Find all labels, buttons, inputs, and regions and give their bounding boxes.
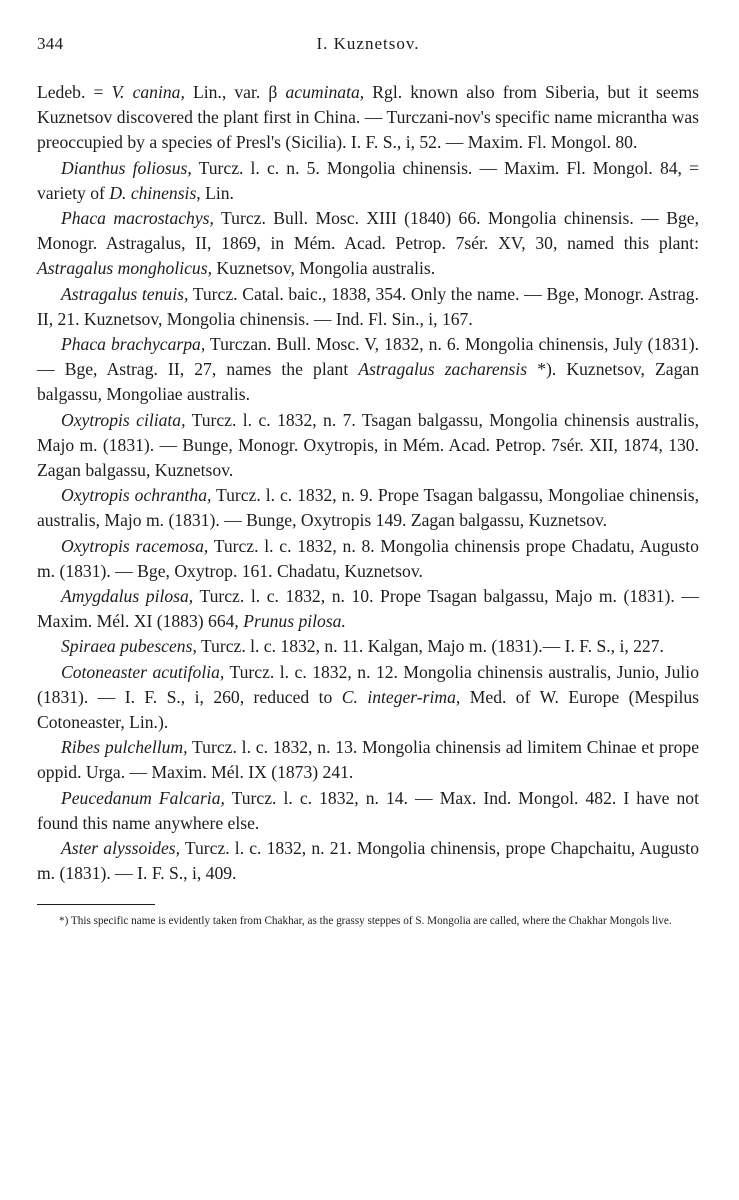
paragraph-text: Turcz. Bull. Mosc. XIII (1840) 66. Mongolia chinensis. — Bge, Monogr. Astragalus, II, 1869, in Mém. Acad. Petrop. 7sér. XV, 30, named this plant:: [37, 208, 699, 254]
paragraph-spiraea-pubescens: [37, 634, 699, 659]
paragraph-dianthus-foliosus: [37, 156, 699, 206]
paragraph-text: Rgl. known also from Siberia, but it seems Kuznetsov discovered the plant first in China. — Turczani-nov's specific name micrantha was preoccupied by a species of Presl's (Sicilia). I. F. S., i, 52. — Maxim. Fl. Mongol. 80.: [37, 82, 699, 153]
paragraph-text: Turcz. l. c. 1832, n. 13. Mongolia chinensis ad limitem Chinae et prope oppid. Urga. — Maxim. Mél. IX (1873) 241.: [37, 737, 699, 783]
species-name: Prunus pilosa.: [243, 611, 346, 632]
paragraph-astragalus-tenuis: [37, 282, 699, 332]
paragraph-text: Med. of W. Europe (Mespilus Cotoneaster, Lin.).: [37, 686, 699, 733]
species-name: D. chinensis,: [109, 182, 201, 203]
species-name: Spiraea pubescens,: [61, 636, 197, 657]
page-number: 344: [37, 34, 64, 53]
paragraph-aster-alyssoides: [37, 836, 699, 886]
paragraph-text: Turcz. l. c. 1832, n. 9. Prope Tsagan balgassu, Mongoliae chinensis, australis, Majo m. (1831). — Bunge, Oxytropis 149. Zagan balgassu, Kuznetsov.: [37, 485, 699, 531]
species-name: Oxytropis racemosa,: [61, 535, 209, 556]
species-name: Peucedanum Falcaria,: [61, 787, 225, 808]
paragraph-text: Ledeb. =: [37, 82, 112, 102]
species-name: Phaca brachycarpa,: [61, 334, 206, 355]
species-name: C. integer-rima,: [341, 686, 461, 707]
paragraph-text: Lin., var. β: [184, 82, 286, 102]
paragraph-text: Turcz. l. c. 1832, n. 8. Mongolia chinensis prope Chadatu, Augusto m. (1831). — Bge, Oxytrop. 161. Chadatu, Kuznetsov.: [37, 535, 699, 581]
species-name: Astragalus tenuis,: [61, 283, 189, 304]
species-name: Oxytropis ochrantha,: [61, 485, 212, 506]
species-name: Ribes pulchellum,: [61, 737, 188, 758]
paragraph-text: Turcz. l. c. 1832, n. 14. — Max. Ind. Mongol. 482. I have not found this name anywhere else.: [37, 787, 699, 833]
paragraph-text: Turcz. l. c. 1832, n. 10. Prope Tsagan balgassu, Majo m. (1831). — Maxim. Mél. XI (1883) 664,: [37, 586, 699, 632]
paragraph-ribes-pulchellum: [37, 735, 699, 785]
paragraph-text: Lin.: [200, 182, 234, 203]
main-text: [37, 80, 699, 887]
paragraph-text: Turcz. l. c. 1832, n. 7. Tsagan balgassu, Mongolia chinensis australis, Majo m. (1831). — Bunge, Monogr. Oxytropis, in Mém. Acad. Petrop. 7sér. XII, 1874, 130. Zagan balgassu, Kuznetsov.: [37, 409, 699, 481]
book-page: [37, 26, 699, 940]
running-title: I. Kuznetsov.: [316, 34, 420, 53]
species-name: Aster alyssoides,: [61, 838, 181, 859]
species-name: Oxytropis ciliata,: [61, 409, 186, 430]
species-name: V. canina,: [111, 82, 185, 102]
species-name: Cotoneaster acutifolia,: [61, 661, 225, 682]
paragraph-amygdalus-pilosa: [37, 584, 699, 634]
paragraph-text: Turczan. Bull. Mosc. V, 1832, n. 6. Mongolia chinensis, July (1831). — Bge, Astrag. II, 27, names the plant: [37, 334, 699, 380]
species-name: Amygdalus pilosa,: [61, 586, 194, 607]
species-name: Phaca macrostachys,: [61, 208, 214, 229]
paragraph-cotoneaster-acutifolia: [37, 660, 699, 736]
paragraph-oxytropis-ochrantha: [37, 483, 699, 533]
paragraph-text: *). Kuznetsov, Zagan balgassu, Mongoliae australis.: [37, 359, 699, 405]
species-name: Dianthus foliosus,: [61, 157, 192, 178]
species-name: Astragalus zacharensis: [358, 359, 528, 380]
paragraph-text: Kuznetsov, Mongolia australis.: [211, 258, 436, 279]
paragraph-peucedanum-falcaria: [37, 786, 699, 836]
footnote: *) This specific name is evidently taken from Chakhar, as the grassy steppes of S. Mongolia are called, where the Chakhar Mongols live.: [59, 914, 672, 927]
species-name: Astragalus mongholicus,: [37, 258, 212, 279]
paragraph-phaca-brachycarpa: [37, 332, 699, 408]
paragraph-oxytropis-ciliata: [37, 408, 699, 484]
paragraph-text: Turcz. Catal. baic., 1838, 354. Only the name. — Bge, Monogr. Astrag. II, 21. Kuznetsov, Mongolia chinensis. — Ind. Fl. Sin., i, 167.: [37, 283, 699, 329]
species-name: acuminata,: [285, 82, 365, 102]
paragraph-ledeb: [37, 80, 699, 156]
paragraph-text: Turcz. l. c. 1832, n. 21. Mongolia chinensis, prope Chapchaitu, Augusto m. (1831). — I. F. S., i, 409.: [37, 838, 699, 884]
paragraph-phaca-macrostachys: [37, 206, 699, 282]
paragraph-text: Turcz. l. c. n. 5. Mongolia chinensis. — Maxim. Fl. Mongol. 84, = variety of: [37, 157, 700, 203]
footnote-rule: [37, 904, 155, 905]
paragraph-text: Turcz. l. c. 1832, n. 11. Kalgan, Majo m. (1831).— I. F. S., i, 227.: [196, 636, 664, 657]
paragraph-text: Turcz. l. c. 1832, n. 12. Mongolia chinensis australis, Junio, Julio (1831). — I. F. S., i, 260, reduced to: [37, 661, 699, 707]
paragraph-oxytropis-racemosa: [37, 534, 699, 584]
running-header: [37, 26, 699, 56]
